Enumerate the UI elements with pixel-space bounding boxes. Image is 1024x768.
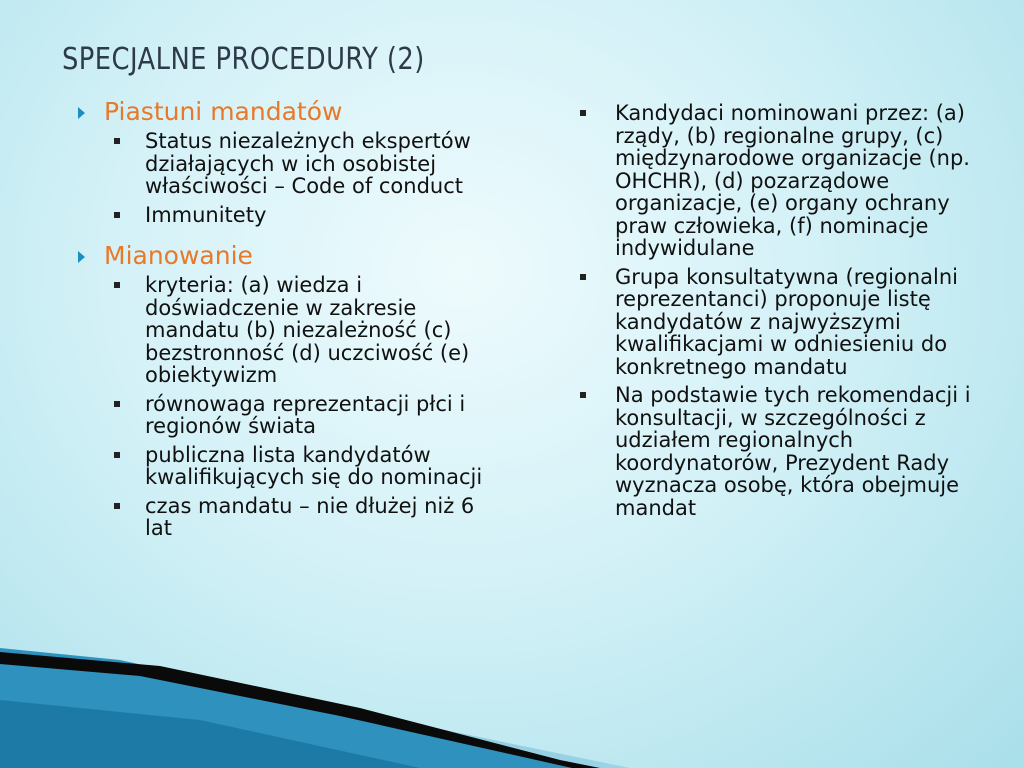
square-bullet-icon bbox=[580, 392, 586, 398]
arrow-bullet-icon bbox=[78, 107, 85, 119]
list-item bbox=[576, 384, 976, 519]
list-item bbox=[74, 130, 504, 198]
right-column bbox=[576, 102, 976, 525]
list-item-text: czas mandatu – nie dłużej niż 6 lat bbox=[145, 493, 475, 540]
list-item-text: publiczna lista kandydatów kwalifikujących się do nominacji bbox=[145, 442, 483, 489]
list-item bbox=[74, 393, 504, 438]
section-heading-text: Mianowanie bbox=[104, 241, 253, 270]
arrow-bullet-icon bbox=[78, 251, 85, 263]
section-heading bbox=[74, 98, 504, 126]
square-bullet-icon bbox=[114, 212, 120, 218]
section-heading bbox=[74, 242, 504, 270]
bullet-list bbox=[576, 102, 976, 519]
square-bullet-icon bbox=[114, 282, 120, 288]
square-bullet-icon bbox=[114, 138, 120, 144]
square-bullet-icon bbox=[580, 274, 586, 280]
list-item bbox=[576, 266, 976, 379]
list-item bbox=[74, 204, 504, 227]
square-bullet-icon bbox=[580, 110, 586, 116]
square-bullet-icon bbox=[114, 452, 120, 458]
bullet-list bbox=[74, 274, 504, 540]
list-item-text: Na podstawie tych rekomendacji i konsultacji, w szczególności z udziałem regionalnych koordynatorów, Prezydent Rady wyznacza osobę, która obejmuje mandat bbox=[615, 383, 971, 520]
square-bullet-icon bbox=[114, 401, 120, 407]
list-item-text: Status niezależnych ekspertów działających w ich osobistej właściwości – Code of conduct bbox=[145, 129, 471, 198]
list-item bbox=[74, 274, 504, 387]
list-item bbox=[74, 444, 504, 489]
bullet-list bbox=[74, 130, 504, 226]
section-heading-text: Piastuni mandatów bbox=[104, 97, 343, 126]
square-bullet-icon bbox=[114, 503, 120, 509]
section-piastuni bbox=[74, 98, 504, 226]
slide-title: SPECJALNE PROCEDURY (2) bbox=[62, 42, 425, 77]
list-item-text: Grupa konsultatywna (regionalni reprezentanci) proponuje listę kandydatów z najwyższymi kwalifikacjami w odniesieniu do konkretnego mandatu bbox=[615, 264, 958, 379]
list-item bbox=[576, 102, 976, 260]
section-mianowanie bbox=[74, 242, 504, 540]
list-item-text: równowaga reprezentacji płci i regionów świata bbox=[145, 391, 466, 438]
list-item-text: Immunitety bbox=[145, 202, 267, 227]
list-item-text: kryteria: (a) wiedza i doświadczenie w zakresie mandatu (b) niezależność (c) bezstronność (d) uczciwość (e) obiektywizm bbox=[145, 273, 470, 387]
list-item bbox=[74, 495, 504, 540]
list-item-text: Kandydaci nominowani przez: (a) rządy, (b) regionalne grupy, (c) międzynarodowe organizacje (np. OHCHR), (d) pozarządowe organizacje, (e) organy ochrany praw człowieka, (f) nominacje indywidulane bbox=[615, 101, 970, 260]
left-column bbox=[74, 98, 504, 546]
